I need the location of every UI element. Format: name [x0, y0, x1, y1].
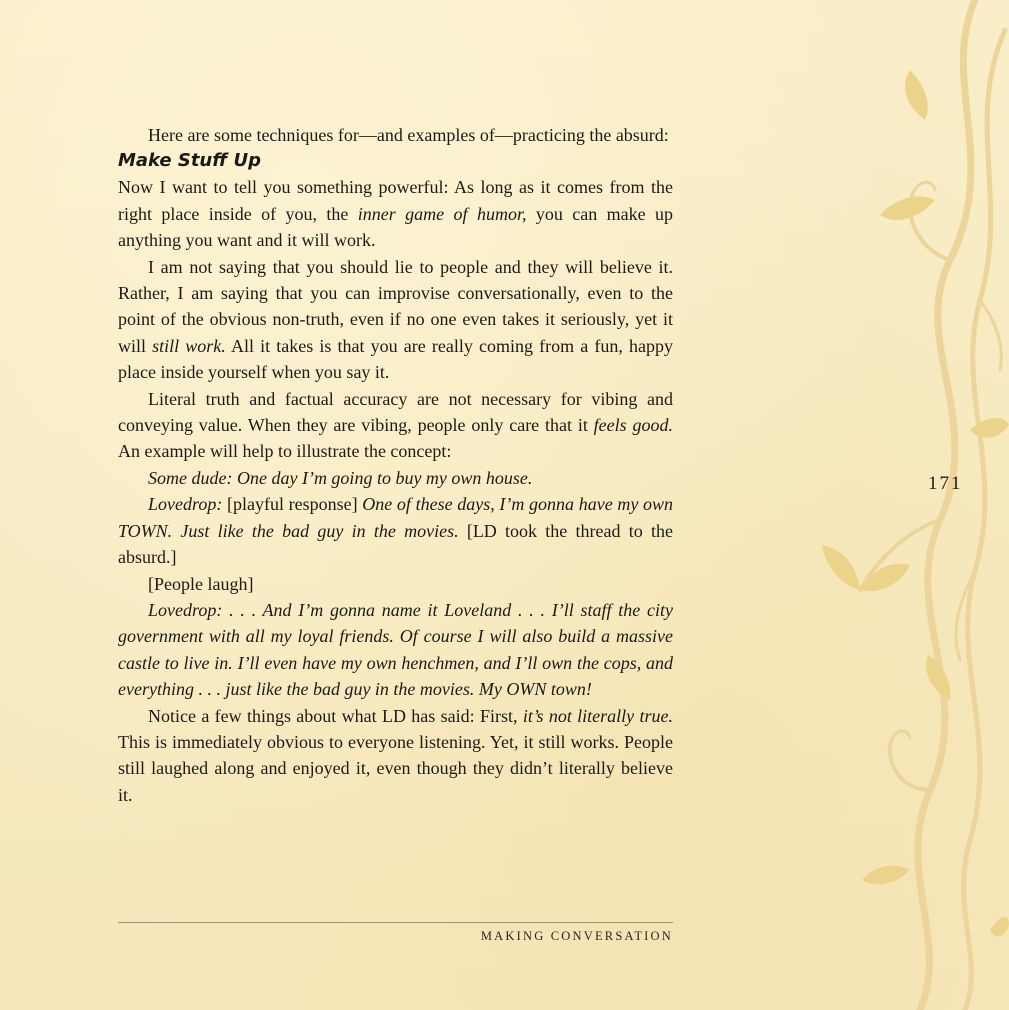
section-heading: Make Stuff Up: [118, 150, 261, 172]
p5-stage-note: [playful response]: [222, 494, 363, 515]
dialogue-line-4: Lovedrop: . . . And I’m gonna name it Loveland . . . I’ll staff the city government with all my loyal friends. Of course I will also build a massive castle to live in. I’ll even have my own henchmen, and I’ll own the cops, and everything . . . just like the bad guy in the movies. My OWN town!: [118, 599, 673, 700]
dialogue-line-1: Some dude: One day I’m going to buy my own house.: [148, 467, 533, 488]
p2-text-a: I am not saying that you should lie to people and they will believe it. Rather, I am saying that you can improvise conversationally, even to the point of the obvious non-truth, even if no one even takes it seriously, yet it will: [118, 256, 673, 356]
paragraph-1: [118, 174, 673, 253]
running-footer: MAKING CONVERSATION: [480, 929, 673, 943]
dialogue-line-3: [People laugh]: [148, 573, 254, 594]
p8-text-c: This is immediately obvious to everyone listening. Yet, it still works. People still laughed along and enjoyed it, even though they didn’t literally believe it.: [118, 731, 673, 805]
body-text: [118, 122, 673, 808]
p2-emphasis: still work.: [152, 335, 226, 356]
p3-text-c: An example will help to illustrate the concept:: [118, 441, 452, 462]
p1-text-a: Now I want to tell you something powerful: As long as it comes from the right place inside of you, the: [118, 177, 673, 224]
footer-rule: [118, 922, 673, 923]
paragraph-4: [118, 703, 673, 809]
intro-paragraph: Here are some techniques for—and examples of—practicing the absurd:: [148, 125, 669, 145]
p3-emphasis: feels good.: [593, 415, 673, 436]
paragraph-3: [118, 386, 673, 465]
p8-text-a: Notice a few things about what LD has said: First,: [148, 705, 523, 726]
vine-ornament: [800, 0, 1009, 1010]
p1-text-c: you can make up anything you want and it will work.: [118, 203, 673, 251]
p3-text-a: Literal truth and factual accuracy are not necessary for vibing and conveying value. When they are vibing, people only care that it: [118, 388, 673, 436]
paragraph-2: [118, 254, 673, 386]
page-number: 171: [928, 473, 963, 494]
p5-speaker: Lovedrop:: [148, 494, 223, 515]
p5-quote: One of these days, I’m gonna have my own TOWN. Just like the bad guy in the movies.: [118, 494, 673, 541]
p5-comment: [LD took the thread to the absurd.]: [118, 520, 673, 568]
dialogue-line-2: [118, 491, 673, 570]
p1-emphasis: inner game of humor,: [357, 203, 527, 224]
p2-text-c: All it takes is that you are really coming from a fun, happy place inside yourself when you say it.: [118, 335, 673, 383]
p8-emphasis: it’s not literally true.: [522, 705, 673, 726]
